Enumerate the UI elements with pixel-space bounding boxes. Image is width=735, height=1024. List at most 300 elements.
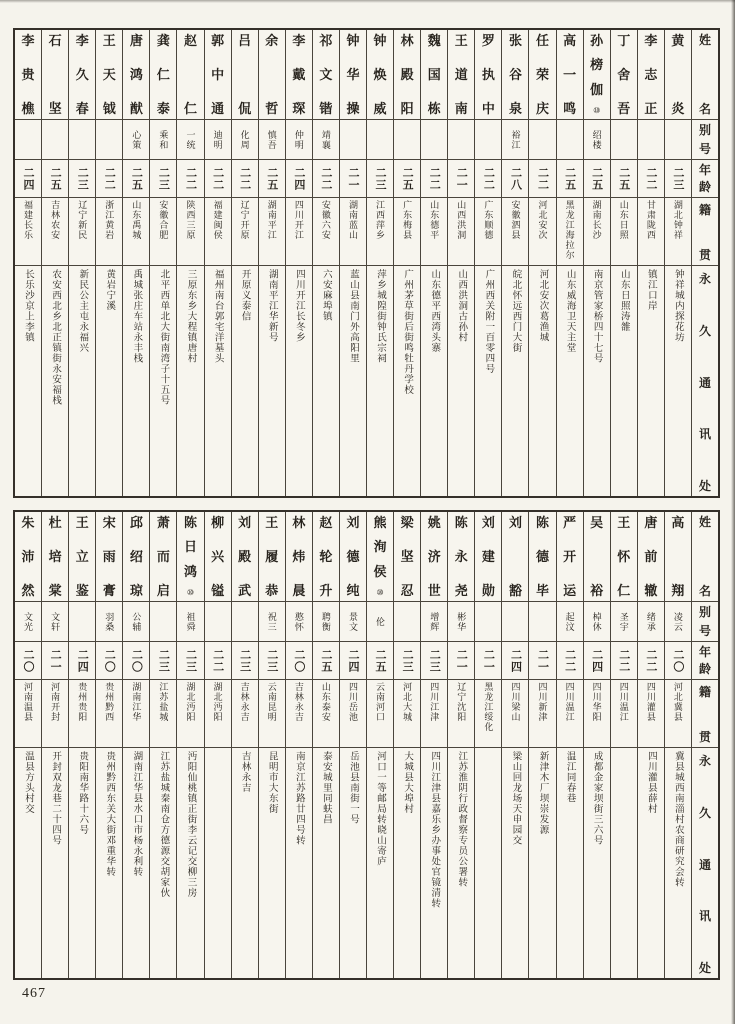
person-address-cell — [584, 266, 610, 496]
person-origin-cell — [421, 198, 447, 266]
person-alias-cell — [96, 120, 122, 160]
person-alias-cell — [96, 602, 122, 642]
person-name-cell: 刘 德 纯 — [340, 512, 366, 602]
person-name-cell: 郭 中 通 — [205, 30, 231, 120]
person-age-cell — [367, 160, 393, 198]
person-age: 二四 — [346, 648, 359, 673]
person-address: 山东日照涛雒 — [618, 269, 629, 332]
person-address: 农安西北乡北正镇街永安福栈 — [50, 269, 61, 406]
person-address: 蓝山县南门外高阳里 — [347, 269, 358, 364]
person-age-cell — [502, 642, 528, 680]
person-alias-cell — [611, 602, 637, 642]
person-origin-cell — [611, 680, 637, 748]
person-address-cell — [421, 266, 447, 496]
person-name-cell: 姚 济 世 — [421, 512, 447, 602]
person-origin-cell — [150, 680, 176, 748]
person-age: 二五 — [265, 166, 278, 191]
person-origin-cell — [15, 680, 41, 748]
person-address-cell — [448, 748, 474, 978]
person-age: 二二 — [644, 166, 657, 191]
person-origin-cell — [611, 198, 637, 266]
person-origin: 吉林农安 — [50, 200, 61, 240]
person-address: 泰安城里同蚨昌 — [320, 751, 331, 825]
person-origin: 福建闽侯 — [212, 200, 223, 240]
person-age-cell — [529, 642, 555, 680]
person-age: 二五 — [49, 166, 62, 191]
person-age: 二四 — [509, 648, 522, 673]
person-alias-cell — [177, 120, 203, 160]
person-age-cell — [15, 160, 41, 198]
person-origin: 贵州贵阳 — [77, 682, 88, 722]
person-origin-cell — [665, 198, 691, 266]
person-column — [340, 512, 367, 978]
person-alias: 憨怀 — [293, 611, 304, 632]
person-age: 二二 — [184, 166, 197, 191]
person-name-cell: 李 志 正 — [638, 30, 664, 120]
person-origin-cell — [286, 198, 312, 266]
person-age: 二四 — [590, 648, 603, 673]
person-address-cell — [232, 748, 258, 978]
person-age-cell — [665, 160, 691, 198]
person-column — [286, 512, 313, 978]
person-age: 二三 — [184, 648, 197, 673]
person-origin: 湖南长沙 — [591, 200, 602, 240]
person-origin: 山东日照 — [618, 200, 629, 240]
person-address: 昆明市大东街 — [266, 751, 277, 814]
person-alias-cell — [394, 602, 420, 642]
person-address-cell — [150, 266, 176, 496]
person-name-cell: 吕 侃 — [232, 30, 258, 120]
person-origin: 福建长乐 — [23, 200, 34, 240]
person-alias-cell — [313, 120, 339, 160]
person-origin: 湖北沔阳 — [212, 682, 223, 722]
person-age-cell — [529, 160, 555, 198]
person-column — [259, 512, 286, 978]
header-label-name-cell: 姓 名 — [692, 30, 718, 120]
person-age: 二五 — [319, 648, 332, 673]
person-origin: 辽宁沈阳 — [456, 682, 467, 722]
header-label-address-cell: 永 久 通 讯 处 — [698, 272, 711, 493]
person-address: 广州茅草街后街鸣牡丹学校 — [402, 269, 413, 395]
person-origin-cell — [394, 198, 420, 266]
person-age: 二一 — [455, 648, 468, 673]
person-alias: 伦 — [375, 616, 386, 627]
header-label-alias-cell: 别 号 — [692, 602, 718, 642]
person-column — [584, 30, 611, 496]
person-origin: 湖北钟祥 — [672, 200, 683, 240]
person-origin: 四川开江 — [293, 200, 304, 240]
person-age: 二二 — [617, 648, 630, 673]
person-address-cell — [259, 266, 285, 496]
person-column — [42, 30, 69, 496]
person-name-cell: 王 立 鉴 — [69, 512, 95, 602]
person-age: 二二 — [103, 166, 116, 191]
person-origin-cell — [123, 198, 149, 266]
person-age: 二一 — [346, 166, 359, 191]
person-origin-cell — [448, 198, 474, 266]
person-column — [367, 512, 394, 978]
person-alias: 靖襄 — [320, 129, 331, 150]
person-name-cell: 钟 焕 威 — [367, 30, 393, 120]
person-address: 江苏盐城秦南仓方德源交胡家伙 — [158, 751, 169, 898]
person-column — [15, 512, 42, 978]
person-address: 贵州黔西东关大街邓重华转 — [104, 751, 115, 877]
person-address-cell — [69, 748, 95, 978]
person-alias-cell — [475, 120, 501, 160]
person-alias: 仲明 — [293, 129, 304, 150]
person-address-cell — [448, 266, 474, 496]
directory-table-top — [13, 28, 720, 498]
person-origin: 黑龙江绥化 — [483, 682, 494, 732]
person-address: 广州西关附一百零四号 — [483, 269, 494, 374]
person-age: 二二 — [211, 166, 224, 191]
person-column — [177, 30, 204, 496]
person-address: 四川开江长冬乡 — [293, 269, 304, 343]
person-age: 二三 — [238, 648, 251, 673]
person-alias: 一统 — [185, 129, 196, 150]
person-age: 二〇 — [292, 648, 305, 673]
person-alias-cell — [259, 120, 285, 160]
person-address-cell — [475, 266, 501, 496]
person-column — [475, 512, 502, 978]
person-name-cell: 熊 洵 侯 ⑩ — [367, 512, 393, 602]
person-name-cell: 杜 培 棠 — [42, 512, 68, 602]
person-alias: 迪明 — [212, 129, 223, 150]
person-address-cell — [638, 266, 664, 496]
person-alias-cell — [286, 120, 312, 160]
person-column — [421, 30, 448, 496]
person-name-cell: 王 道 南 — [448, 30, 474, 120]
person-origin-cell — [340, 680, 366, 748]
person-address: 开原义泰信 — [239, 269, 250, 322]
person-column — [42, 512, 69, 978]
person-age-cell — [638, 160, 664, 198]
person-origin: 云南河口 — [375, 682, 386, 722]
person-name-cell: 柳 兴 镒 — [205, 512, 231, 602]
person-age-cell — [557, 160, 583, 198]
person-alias: 圣宇 — [618, 611, 629, 632]
person-age: 二三 — [157, 648, 170, 673]
person-origin: 湖南平江 — [266, 200, 277, 240]
person-address-cell — [259, 748, 285, 978]
person-origin-cell — [313, 680, 339, 748]
header-label-origin-cell: 籍 贯 — [692, 680, 718, 748]
header-label-age-cell: 年 龄 — [692, 642, 718, 680]
person-alias-cell — [123, 120, 149, 160]
person-age-cell — [232, 160, 258, 198]
person-address-cell — [421, 748, 447, 978]
person-address: 禹城张庄车站永丰栈 — [131, 269, 142, 364]
person-alias-cell — [232, 602, 258, 642]
person-alias-cell — [69, 120, 95, 160]
person-address-cell — [313, 266, 339, 496]
person-origin-cell — [502, 198, 528, 266]
annotation-mark: ⑩ — [593, 105, 601, 115]
person-column — [557, 512, 584, 978]
person-address: 镇江口岸 — [645, 269, 656, 311]
person-origin: 河南温县 — [23, 682, 34, 722]
person-alias-cell — [177, 602, 203, 642]
person-alias-cell — [150, 120, 176, 160]
person-name-cell: 陈 德 毕 — [529, 512, 555, 602]
person-address-cell — [529, 748, 555, 978]
person-origin-cell — [638, 680, 664, 748]
person-address: 新津木厂坝崇发源 — [537, 751, 548, 835]
person-origin: 安徽六安 — [320, 200, 331, 240]
person-address: 山东威海卫天主堂 — [564, 269, 575, 353]
person-age-cell — [421, 642, 447, 680]
person-alias: 文光 — [23, 611, 34, 632]
person-name-cell: 严 开 运 — [557, 512, 583, 602]
person-alias-cell — [557, 120, 583, 160]
person-column — [232, 512, 259, 978]
person-name-cell: 陈 永 尧 — [448, 512, 474, 602]
person-origin-cell — [475, 198, 501, 266]
person-column — [611, 512, 638, 978]
person-origin: 甘肃陇西 — [645, 200, 656, 240]
person-name-cell: 余 哲 — [259, 30, 285, 120]
person-age-cell — [665, 642, 691, 680]
directory-table-bottom — [13, 510, 720, 980]
person-column — [150, 30, 177, 496]
person-name-cell: 宋 雨 膏 — [96, 512, 122, 602]
person-age: 二三 — [671, 166, 684, 191]
person-address: 山东德平西湾头寨 — [429, 269, 440, 353]
person-origin: 山东德平 — [429, 200, 440, 240]
person-alias: 心策 — [131, 129, 142, 150]
person-address: 沔阳仙桃镇正街李云记交柳三房 — [185, 751, 196, 898]
person-age: 二二 — [319, 166, 332, 191]
person-age-cell — [394, 642, 420, 680]
person-age-cell — [259, 160, 285, 198]
person-age: 二二 — [563, 648, 576, 673]
person-age-cell — [502, 160, 528, 198]
page-number: 467 — [22, 986, 46, 1001]
person-address-cell — [367, 266, 393, 496]
person-alias-cell — [205, 602, 231, 642]
person-address-cell — [340, 266, 366, 496]
person-address: 开封双龙巷二十四号 — [50, 751, 61, 846]
person-address-cell — [638, 748, 664, 978]
person-alias: 乘和 — [158, 129, 169, 150]
person-origin: 浙江黄岩 — [104, 200, 115, 240]
person-origin-cell — [42, 680, 68, 748]
person-address: 皖北怀远西门大街 — [510, 269, 521, 353]
person-origin-cell — [259, 198, 285, 266]
person-address-cell — [96, 748, 122, 978]
person-name-cell: 萧 而 启 — [150, 512, 176, 602]
person-column — [150, 512, 177, 978]
person-origin: 广东梅县 — [402, 200, 413, 240]
person-column — [529, 512, 556, 978]
person-name-cell: 唐 前 辙 — [638, 512, 664, 602]
person-column — [286, 30, 313, 496]
person-age-cell — [177, 160, 203, 198]
person-address-cell — [42, 748, 68, 978]
person-address-cell — [69, 266, 95, 496]
person-alias-cell — [205, 120, 231, 160]
person-alias-cell — [502, 120, 528, 160]
person-age: 二一 — [455, 166, 468, 191]
person-name-cell: 张 谷 泉 — [502, 30, 528, 120]
person-origin-cell — [232, 680, 258, 748]
person-alias-cell — [421, 602, 447, 642]
person-age: 二二 — [238, 166, 251, 191]
person-address-cell — [123, 266, 149, 496]
person-address-cell — [150, 748, 176, 978]
person-age: 二一 — [482, 648, 495, 673]
person-alias: 彬华 — [456, 611, 467, 632]
person-alias: 增辉 — [429, 611, 440, 632]
person-alias-cell — [529, 120, 555, 160]
person-age-cell — [611, 642, 637, 680]
person-alias-cell — [15, 120, 41, 160]
person-column — [529, 30, 556, 496]
person-name-cell: 任 荣 庆 — [529, 30, 555, 120]
person-column — [123, 512, 150, 978]
person-age-cell — [394, 160, 420, 198]
person-origin-cell — [638, 198, 664, 266]
person-column — [69, 512, 96, 978]
person-name-cell: 朱 沛 然 — [15, 512, 41, 602]
person-origin: 四川梁山 — [510, 682, 521, 722]
person-age-cell — [448, 160, 474, 198]
person-address-cell — [15, 748, 41, 978]
person-age-cell — [286, 642, 312, 680]
person-origin-cell — [529, 680, 555, 748]
person-address: 北平西单北大街南湾子十五号 — [158, 269, 169, 406]
header-label-alias-cell: 别 号 — [692, 120, 718, 160]
person-alias: 祖舜 — [185, 611, 196, 632]
person-address: 三原东乡大程镇唐村 — [185, 269, 196, 364]
person-alias-cell — [340, 120, 366, 160]
person-name-cell: 邱 绍 琼 — [123, 512, 149, 602]
person-age: 二〇 — [671, 648, 684, 673]
person-age: 二一 — [536, 648, 549, 673]
person-name-cell: 王 怀 仁 — [611, 512, 637, 602]
person-address: 萍乡城隍街钟氏宗祠 — [375, 269, 386, 364]
person-alias-cell — [665, 120, 691, 160]
person-origin: 陕西三原 — [185, 200, 196, 240]
person-address: 冀县城西南淄村农商研究会转 — [672, 751, 683, 888]
person-age: 二三 — [428, 648, 441, 673]
person-column — [421, 512, 448, 978]
person-name-cell: 龚 仁 泰 — [150, 30, 176, 120]
person-alias-cell — [340, 602, 366, 642]
person-name-cell: 唐 鸿 猷 — [123, 30, 149, 120]
person-address-cell — [313, 748, 339, 978]
person-age-cell — [69, 160, 95, 198]
person-age: 二二 — [211, 648, 224, 673]
person-name-cell: 高 一 鸣 — [557, 30, 583, 120]
person-alias-cell — [69, 602, 95, 642]
person-alias-cell — [232, 120, 258, 160]
person-column — [259, 30, 286, 496]
person-age: 二五 — [617, 166, 630, 191]
person-origin-cell — [150, 198, 176, 266]
person-column — [205, 512, 232, 978]
person-address-cell — [502, 748, 528, 978]
person-name-cell: 钟 华 操 — [340, 30, 366, 120]
person-column — [313, 30, 340, 496]
person-address: 四川灌县薛村 — [645, 751, 656, 814]
person-age-cell — [557, 642, 583, 680]
person-origin: 四川温江 — [618, 682, 629, 722]
person-column — [611, 30, 638, 496]
person-address-cell — [42, 266, 68, 496]
person-column — [205, 30, 232, 496]
person-name-cell: 陈 日 鸿 ⑩ — [177, 512, 203, 602]
person-age: 二四 — [76, 648, 89, 673]
person-age-cell — [15, 642, 41, 680]
person-age: 二八 — [509, 166, 522, 191]
person-column — [96, 30, 123, 496]
person-address: 山西洪洞古孙村 — [456, 269, 467, 343]
person-address-cell — [205, 748, 231, 978]
person-address-cell — [96, 266, 122, 496]
header-label-origin-cell: 籍 贯 — [692, 198, 718, 266]
person-column — [665, 30, 692, 496]
person-origin-cell — [557, 680, 583, 748]
person-alias-cell — [394, 120, 420, 160]
person-column — [638, 512, 665, 978]
person-age: 二五 — [374, 648, 387, 673]
header-column — [692, 30, 718, 496]
person-address-cell — [340, 748, 366, 978]
person-origin: 山东泰安 — [320, 682, 331, 722]
person-address: 大城县大埠村 — [402, 751, 413, 814]
person-origin: 江苏盐城 — [158, 682, 169, 722]
person-name-cell: 刘 殿 武 — [232, 512, 258, 602]
person-alias-cell — [611, 120, 637, 160]
header-label-name-cell: 姓 名 — [692, 512, 718, 602]
person-address-cell — [529, 266, 555, 496]
person-column — [123, 30, 150, 496]
person-column — [232, 30, 259, 496]
person-address: 成都金家坝街三六号 — [591, 751, 602, 846]
person-address-cell — [286, 748, 312, 978]
header-label-address-cell: 永 久 通 讯 处 — [698, 754, 711, 975]
person-alias: 慎吾 — [266, 129, 277, 150]
person-address-cell — [123, 748, 149, 978]
person-alias-cell — [150, 602, 176, 642]
person-alias-cell — [557, 602, 583, 642]
person-address-cell — [286, 266, 312, 496]
person-age: 二二 — [428, 166, 441, 191]
person-address-cell — [611, 266, 637, 496]
person-column — [96, 512, 123, 978]
person-origin-cell — [205, 680, 231, 748]
person-column — [15, 30, 42, 496]
person-origin: 河北大城 — [402, 682, 413, 722]
person-alias-cell — [665, 602, 691, 642]
person-age-cell — [96, 160, 122, 198]
person-alias: 景文 — [347, 611, 358, 632]
person-age-cell — [286, 160, 312, 198]
person-origin: 吉林永吉 — [239, 682, 250, 722]
person-address: 湖南平江华新号 — [266, 269, 277, 343]
person-origin: 四川灌县 — [645, 682, 656, 722]
person-origin: 山东禹城 — [131, 200, 142, 240]
person-age-cell — [96, 642, 122, 680]
person-name-cell: 刘 豁 — [502, 512, 528, 602]
person-column — [177, 512, 204, 978]
person-name-cell: 祁 文 锴 — [313, 30, 339, 120]
person-origin: 四川江津 — [429, 682, 440, 722]
person-name-cell: 梁 坚 忍 — [394, 512, 420, 602]
person-address-cell — [394, 748, 420, 978]
person-origin-cell — [394, 680, 420, 748]
